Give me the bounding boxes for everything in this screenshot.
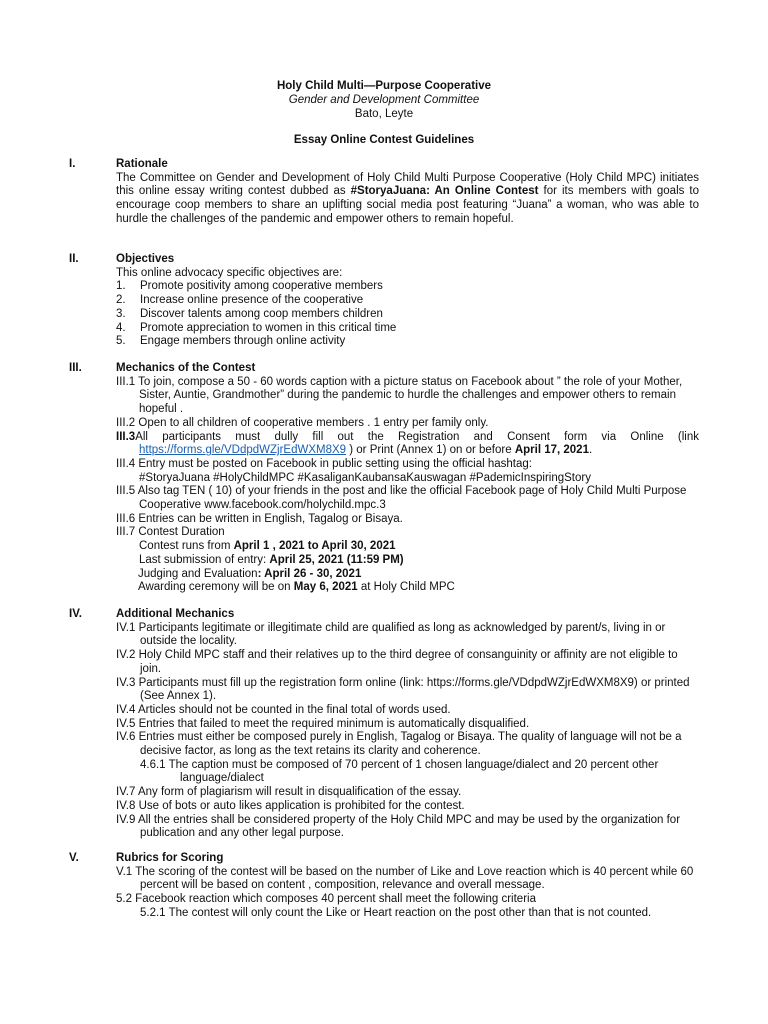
additional-item-4: IV.4 Articles should not be counted in the final total of words used. [116, 703, 451, 716]
mechanics-item-2: III.2 Open to all children of cooperative members . 1 entry per family only. [116, 416, 489, 429]
list-item [116, 294, 699, 308]
contest-hashtag: #StoryaJuana: An Online Contest [350, 185, 539, 198]
label: Contest runs from [139, 540, 234, 553]
rubrics-item-2-1: 5.2.1 The contest will only count the Like or Heart reaction on the post other than that is not counted. [140, 906, 652, 919]
additional-item-1: IV.1 Participants legitimate or illegitimate child are qualified as long as acknowledged by parent/s, living in or outside the locality. [116, 621, 666, 648]
item-text: Discover talents among coop members children [140, 307, 383, 320]
section-number: V. [69, 852, 79, 864]
rationale-text-a: The Committee on Gender and Development of Holy Child Multi Purpose Cooperative (Holy Child MPC) initiates this online essay writing contest dubbed as [116, 171, 699, 198]
rubrics-item-1: V.1 The scoring of the contest will be based on the number of Like and Love reaction which is 40 percent while 60 percent will be based on content , composition, relevance and overall message. [116, 865, 694, 892]
org-name: Holy Child Multi—Purpose Cooperative [276, 80, 492, 92]
contest-runs [116, 540, 699, 554]
objectives-intro: This online advocacy specific objectives are: [116, 266, 343, 279]
additional-item-5: IV.5 Entries that failed to meet the required minimum is automatically disqualified. [116, 717, 530, 730]
list-item [116, 335, 699, 349]
item-text: . [588, 444, 593, 457]
section-title: Mechanics of the Contest [116, 362, 256, 374]
section-number: I. [69, 158, 76, 170]
item-number: 4. [116, 321, 126, 334]
item-text: Promote positivity among cooperative members [140, 280, 383, 293]
item-text: Engage members through online activity [140, 335, 346, 348]
section-number: II. [69, 253, 79, 265]
document-title: Essay Online Contest Guidelines [293, 134, 475, 146]
item-text: Increase online presence of the cooperative [140, 294, 364, 307]
additional-item-2: IV.2 Holy Child MPC staff and their relatives up to the third degree of consanguinity or affinity are not eligible to join. [116, 649, 678, 675]
judging [116, 568, 699, 582]
additional-item-6: IV.6 Entries must either be composed purely in English, Tagalog or Bisaya. The quality of language will not be a decisive factor, as long as the text retains its clarity and coherence. [116, 731, 682, 758]
awarding [116, 581, 699, 595]
contest-run-dates: April 1 , 2021 to April 30, 2021 [233, 540, 396, 553]
additional-item-8: IV.8 Use of bots or auto likes application is prohibited for the contest. [116, 799, 465, 812]
label: at Holy Child MPC [357, 581, 455, 594]
mechanics-item-6: III.6 Entries can be written in English, Tagalog or Bisaya. [116, 512, 403, 525]
mechanics-item-3 [116, 431, 699, 458]
section-number: IV. [69, 608, 83, 620]
item-text: Promote appreciation to women in this critical time [140, 321, 397, 334]
item-text: ) or Print (Annex 1) on or before [346, 444, 515, 457]
additional-item-7: IV.7 Any form of plagiarism will result in disqualification of the essay. [116, 786, 462, 799]
mechanics-item-7: III.7 Contest Duration [116, 526, 225, 539]
mechanics-item-1: III.1 To join, compose a 50 - 60 words caption with a picture status on Facebook about ” the role of your Mother, Sister, Auntie, Grandmother” during the pandemic to hurdle the challenges and empower others to remain hopeful . [116, 375, 683, 416]
last-submission-date: April 25, 2021 (11:59 PM) [269, 553, 404, 566]
rubrics-item-2: 5.2 Facebook reaction which composes 40 percent shall meet the following criteria [116, 893, 536, 906]
last-submission [116, 554, 699, 568]
rationale-paragraph [116, 172, 699, 227]
label: Judging and Evaluation [138, 567, 258, 580]
list-item [116, 280, 699, 294]
awarding-date: May 6, 2021 [293, 581, 358, 594]
committee-name: Gender and Development Committee [288, 94, 480, 106]
item-number: 1. [116, 280, 126, 293]
rationale-text-b: for its members with goals to encourage coop members to share an uplifting social media post featuring “Juana” a woman, who was able to hurdle the challenges of the pandemic and empower others to remain hopeful. [116, 185, 699, 225]
section-title: Objectives [116, 253, 175, 265]
mechanics-item-4: III.4 Entry must be posted on Facebook in public setting using the official hashtag: [116, 457, 532, 470]
location: Bato, Leyte [354, 108, 414, 120]
section-title: Rationale [116, 158, 168, 170]
section-number: III. [69, 362, 82, 374]
label: Awarding ceremony will be on [138, 581, 294, 594]
label: Last submission of entry: [139, 553, 270, 566]
judging-dates: : April 26 - 30, 2021 [257, 567, 362, 580]
additional-item-9: IV.9 All the entries shall be considered property of the Holy Child MPC and may be used by the organization for publication and any other legal purpose. [116, 813, 681, 840]
item-number: 3. [116, 307, 126, 320]
mechanics-item-5: III.5 Also tag TEN ( 10) of your friends in the post and like the official Facebook page of Holy Child Multi Purpose Cooperative www.facebook.com/holychild.mpc.3 [116, 485, 687, 512]
list-item [116, 322, 699, 336]
registration-form-link[interactable]: https://forms.gle/VDdpdWZjrEdWXM8X9 [139, 444, 347, 457]
additional-item-3: IV.3 Participants must fill up the registration form online (link: https://forms.gle/VDdpdWZjrEdWXM8X9) or printed (See Annex 1). [116, 676, 690, 703]
item-text: All participants must dully fill out the Registration and Consent form via Online (link [135, 430, 699, 443]
item-number: 2. [116, 294, 126, 307]
section-title: Rubrics for Scoring [116, 852, 224, 864]
item-number: III.3 [116, 430, 136, 443]
registration-deadline: April 17, 2021 [514, 444, 589, 457]
list-item [116, 308, 699, 322]
section-title: Additional Mechanics [116, 608, 235, 620]
item-number: 5. [116, 335, 126, 348]
official-hashtags: #StoryaJuana #HolyChildMPC #KasaliganKaubansaKauswagan #PademicInspiringStory [139, 471, 591, 484]
additional-item-6-1: 4.6.1 The caption must be composed of 70 percent of 1 chosen language/dialect and 20 percent other language/dialect [140, 758, 659, 785]
